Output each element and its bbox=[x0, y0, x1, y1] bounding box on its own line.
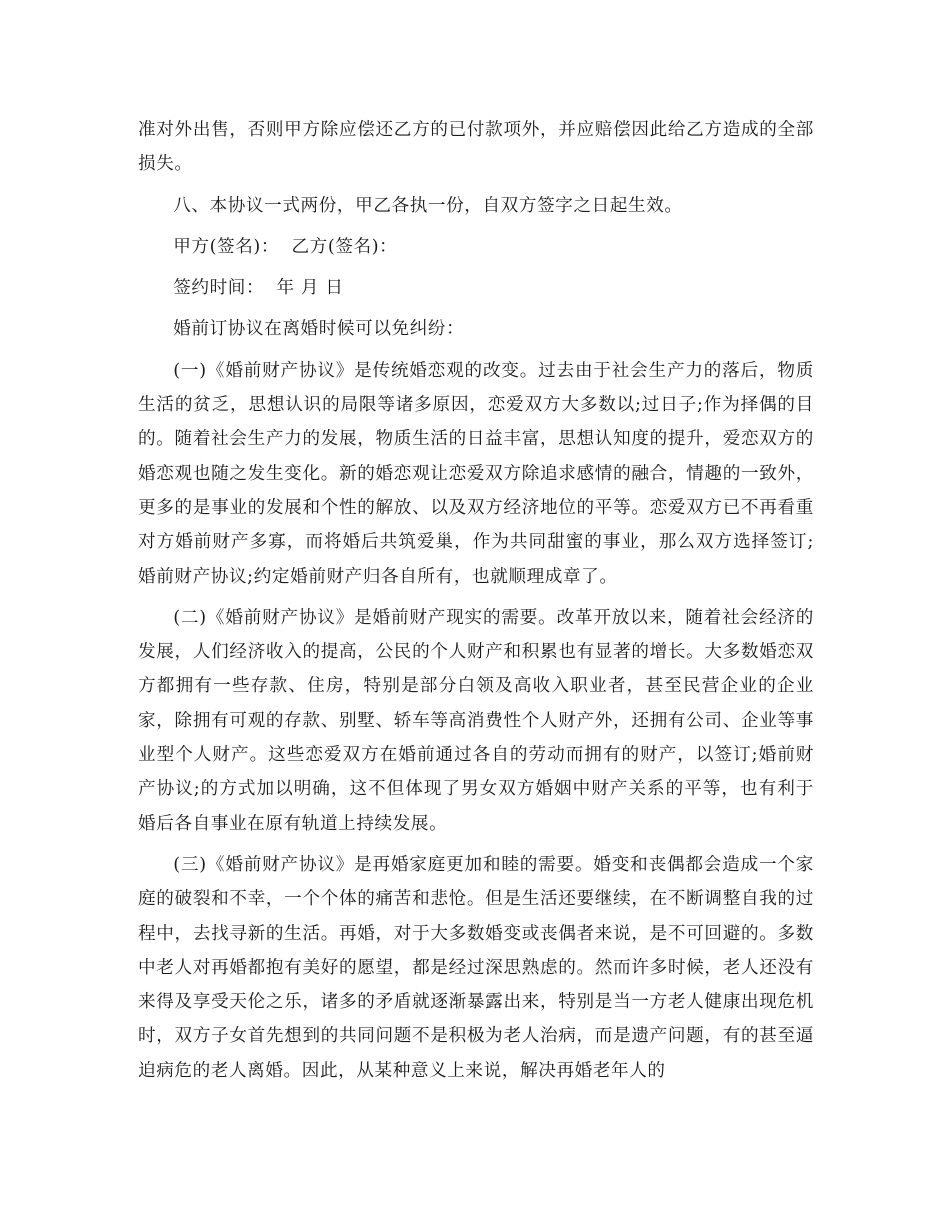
paragraph-section-two: (二)《婚前财产协议》是婚前财产现实的需要。改革开放以来，随着社会经济的发展，人们经济收入的提高，公民的个人财产和积累也有显著的增长。大多数婚恋双方都拥有一些存款、住房，特别是部分白领及高收入职业者，甚至民营企业的企业家，除拥有可观的存款、别墅、轿车等高消费性个人财产外，还拥有公司、企业等事业型个人财产。这些恋爱双方在婚前通过各自的劳动而拥有的财产，以签订;婚前财产协议;的方式加以明确，这不但体现了男女双方婚姻中财产关系的平等，也有利于婚后各自事业在原有轨道上持续发展。 bbox=[138, 607, 814, 834]
paragraph-continuation: 准对外出售，否则甲方除应偿还乙方的已付款项外，并应赔偿因此给乙方造成的全部损失。 bbox=[138, 120, 814, 175]
paragraph-section-three: (三)《婚前财产协议》是再婚家庭更加和睦的需要。婚变和丧偶都会造成一个家庭的破裂和不幸，一个个体的痛苦和悲怆。但是生活还要继续，在不断调整自我的过程中，去找寻新的生活。再婚，对于大多数婚变或丧偶者来说，是不可回避的。多数中老人对再婚都抱有美好的愿望，都是经过深思熟虑的。然而许多时候，老人还没有来得及享受天伦之乐，诸多的矛盾就逐渐暴露出来，特别是当一方老人健康出现危机时，双方子女首先想到的共同问题不是积极为老人治病，而是遗产问题，有的甚至逼迫病危的老人离婚。因此，从某种意义上来说，解决再婚老年人的 bbox=[138, 854, 814, 1081]
paragraph-intro: 婚前订协议在离婚时候可以免纠纷： bbox=[173, 319, 465, 340]
paragraph-signatures: 甲方(签名)： 乙方(签名)： bbox=[173, 236, 398, 257]
paragraph-clause-eight: 八、本协议一式两份，甲乙各执一份，自双方签字之日起生效。 bbox=[173, 195, 683, 216]
paragraph-section-one: (一)《婚前财产协议》是传统婚恋观的改变。过去由于社会生产力的落后，物质生活的贫乏，思想认识的局限等诸多原因，恋爱双方大多数以;过日子;作为择偶的目的。随着社会生产力的发展，物质生活的日益丰富，思想认知度的提升，爱恋双方的婚恋观也随之发生变化。新的婚恋观让恋爱双方除追求感情的融合，情趣的一致外，更多的是事业的发展和个性的解放、以及双方经济地位的平等。恋爱双方已不再看重对方婚前财产多寡，而将婚后共筑爱巢，作为共同甜蜜的事业，那么双方选择签订;婚前财产协议;约定婚前财产归各自所有，也就顺理成章了。 bbox=[138, 360, 814, 587]
document-page bbox=[138, 113, 814, 1088]
paragraph-sign-date: 签约时间： 年 月 日 bbox=[173, 278, 344, 299]
